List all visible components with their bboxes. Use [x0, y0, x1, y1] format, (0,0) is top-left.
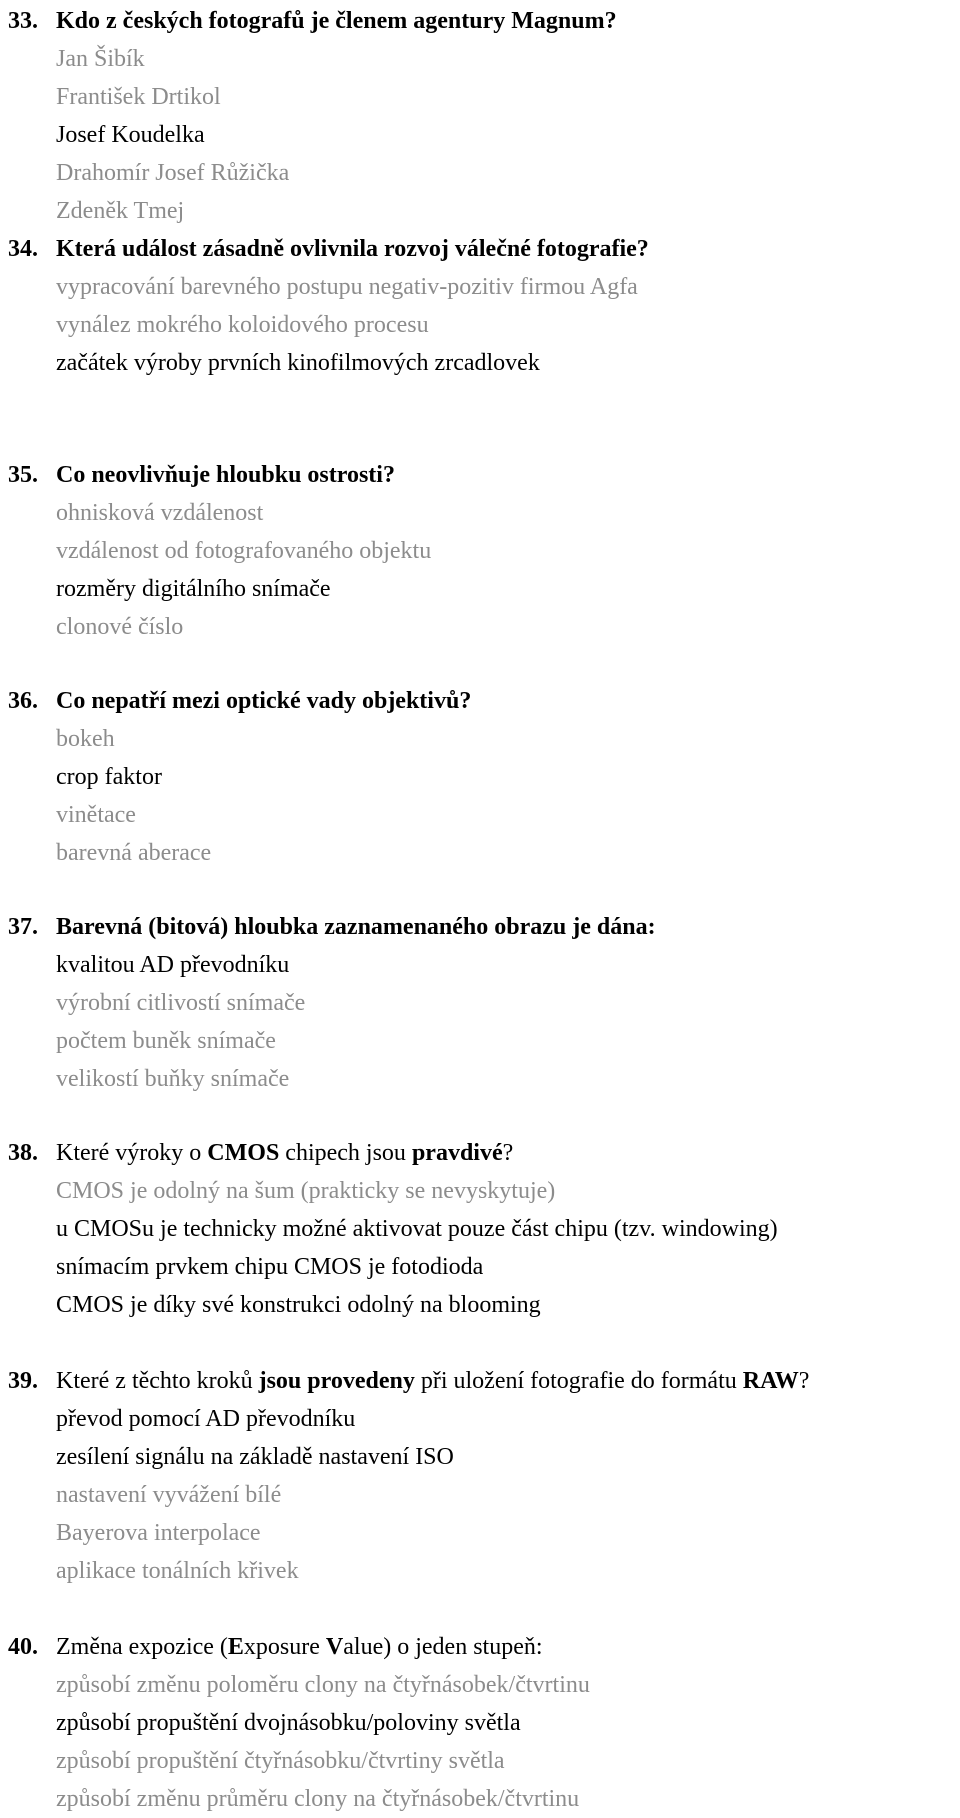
question-line: [0, 230, 960, 268]
question-text: Která událost zásadně ovlivnila rozvoj válečné fotografie?: [56, 236, 649, 262]
question-number: 35.: [8, 462, 38, 488]
answer-option-correct: rozměry digitálního snímače: [56, 576, 331, 602]
answer-option-correct: zesílení signálu na základě nastavení ISO: [56, 1444, 454, 1470]
question-text-segment: jsou provedeny: [258, 1368, 415, 1394]
question-number: 40.: [8, 1634, 38, 1660]
question-text-segment: pravdivé: [411, 1140, 503, 1166]
question-text: Barevná (bitová) hloubka zaznamenaného obrazu je dána:: [56, 914, 656, 940]
question-text-segment: E: [227, 1634, 244, 1660]
answer-option-correct: Josef Koudelka: [56, 122, 205, 148]
question-text-segment: Které z těchto kroků: [56, 1368, 259, 1394]
question-line: [0, 1628, 960, 1666]
question-block: [0, 1134, 960, 1324]
question-number: 33.: [8, 8, 38, 34]
question-text: Co neovlivňuje hloubku ostrosti?: [56, 462, 395, 488]
answer-option: nastavení vyvážení bílé: [56, 1482, 282, 1508]
question-text: Co nepatří mezi optické vady objektivů?: [56, 688, 472, 714]
question-number: 34.: [8, 236, 38, 262]
question-block: [0, 1362, 960, 1590]
question-text-segment: ?: [798, 1368, 810, 1394]
question-text: [56, 1134, 513, 1172]
question-block: [0, 1628, 960, 1818]
question-number: 39.: [8, 1368, 38, 1394]
question-text-segment: alue) o jeden stupeň:: [343, 1634, 543, 1660]
answer-option: Zdeněk Tmej: [56, 198, 185, 224]
question-line: [0, 1362, 960, 1400]
answer-option: vypracování barevného postupu negativ-pozitiv firmou Agfa: [56, 274, 638, 300]
question-text-segment: chipech jsou: [279, 1140, 412, 1166]
question-number: 36.: [8, 688, 38, 714]
question-block: [0, 230, 960, 382]
answer-option: velikostí buňky snímače: [56, 1066, 290, 1092]
question-number: 38.: [8, 1140, 38, 1166]
question-text-segment: Změna expozice (: [56, 1634, 228, 1660]
answer-option: vinětace: [56, 802, 136, 828]
answer-option: způsobí propuštění čtyřnásobku/čtvrtiny světla: [56, 1748, 505, 1774]
answer-option: František Drtikol: [56, 84, 221, 110]
question-text-segment: Které výroky o: [56, 1140, 208, 1166]
question-text-segment: při uložení fotografie do formátu: [414, 1368, 743, 1394]
question-line: [0, 1134, 960, 1172]
answer-option: vzdálenost od fotografovaného objektu: [56, 538, 432, 564]
question-text-segment: xposure: [243, 1634, 326, 1660]
answer-option: Drahomír Josef Růžička: [56, 160, 290, 186]
question-text: Kdo z českých fotografů je členem agentury Magnum?: [56, 8, 617, 34]
question-block: [0, 682, 960, 872]
answer-option-correct: crop faktor: [56, 764, 162, 790]
answer-option: způsobí změnu průměru clony na čtyřnásobek/čtvrtinu: [56, 1786, 580, 1812]
question-line: [0, 682, 960, 720]
answer-option-correct: u CMOSu je technicky možné aktivovat pouze část chipu (tzv. windowing): [56, 1216, 778, 1242]
question-line: [0, 456, 960, 494]
answer-option: vynález mokrého koloidového procesu: [56, 312, 429, 338]
answer-option-correct: kvalitou AD převodníku: [56, 952, 290, 978]
question-block: [0, 456, 960, 646]
answer-option-correct: začátek výroby prvních kinofilmových zrcadlovek: [56, 350, 540, 376]
answer-option: způsobí změnu poloměru clony na čtyřnásobek/čtvrtinu: [56, 1672, 590, 1698]
answer-option: Jan Šibík: [56, 46, 145, 72]
question-line: [0, 2, 960, 40]
question-block: [0, 908, 960, 1098]
question-text-segment: V: [325, 1634, 344, 1660]
answer-option: výrobní citlivostí snímače: [56, 990, 306, 1016]
answer-option: počtem buněk snímače: [56, 1028, 276, 1054]
answer-option-correct: způsobí propuštění dvojnásobku/poloviny světla: [56, 1710, 521, 1736]
answer-option: clonové číslo: [56, 614, 184, 640]
question-block: [0, 2, 960, 230]
answer-option: Bayerova interpolace: [56, 1520, 261, 1546]
answer-option: bokeh: [56, 726, 115, 752]
question-text-segment: ?: [502, 1140, 514, 1166]
answer-option: ohnisková vzdálenost: [56, 500, 264, 526]
question-text: [56, 1362, 809, 1400]
question-text: [56, 1628, 543, 1666]
question-number: 37.: [8, 914, 38, 940]
answer-option-correct: CMOS je díky své konstrukci odolný na blooming: [56, 1292, 541, 1318]
question-text-segment: RAW: [742, 1368, 799, 1394]
answer-option: barevná aberace: [56, 840, 212, 866]
answer-option: aplikace tonálních křivek: [56, 1558, 299, 1584]
question-text-segment: CMOS: [207, 1140, 280, 1166]
answer-option-correct: snímacím prvkem chipu CMOS je fotodioda: [56, 1254, 484, 1280]
answer-option-correct: převod pomocí AD převodníku: [56, 1406, 356, 1432]
question-line: [0, 908, 960, 946]
answer-option: CMOS je odolný na šum (prakticky se nevyskytuje): [56, 1178, 556, 1204]
